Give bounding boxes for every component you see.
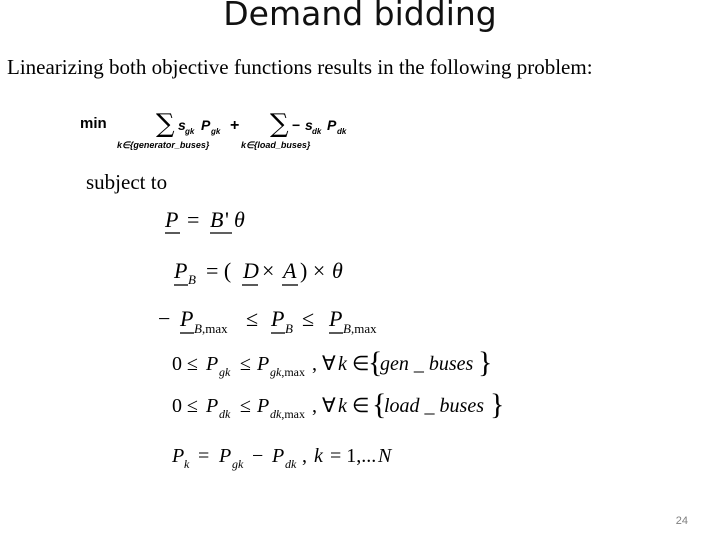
term-minus: − xyxy=(292,117,301,133)
svg-text:B: B xyxy=(210,207,224,232)
term-s-dk-sub: dk xyxy=(312,127,322,136)
term-s-gk-sub: gk xyxy=(185,127,195,136)
svg-text:P: P xyxy=(219,445,232,467)
svg-text:k: k xyxy=(338,353,347,375)
term-p-gk-sub: gk xyxy=(211,127,221,136)
svg-text:': ' xyxy=(225,207,229,232)
term-p-dk-sub: dk xyxy=(337,127,347,136)
svg-text:∈: ∈ xyxy=(352,395,370,417)
svg-text:0 ≤: 0 ≤ xyxy=(172,395,198,417)
svg-text:}: } xyxy=(490,388,505,421)
svg-text:,: , xyxy=(302,445,307,467)
svg-text:{: { xyxy=(372,388,387,421)
svg-text:B: B xyxy=(188,272,196,287)
svg-text:θ: θ xyxy=(234,207,245,232)
constraint-5 xyxy=(172,388,504,421)
sum-index-load: k∈{load_buses} xyxy=(241,140,311,150)
svg-text:{: { xyxy=(368,346,383,379)
svg-text:P: P xyxy=(206,395,219,417)
svg-text:) ×: ) × xyxy=(300,258,326,283)
sum-symbol-1: ∑ xyxy=(156,109,175,139)
constraint-6 xyxy=(171,445,393,471)
svg-text:dk: dk xyxy=(285,457,297,471)
min-operator: min xyxy=(80,115,107,132)
slide-title: Demand bidding xyxy=(223,0,497,33)
svg-text:dk: dk xyxy=(219,407,231,421)
constraint-4 xyxy=(172,346,492,379)
svg-text:P: P xyxy=(257,353,270,375)
svg-text:P: P xyxy=(272,445,285,467)
svg-text:, ∀: , ∀ xyxy=(312,353,336,375)
constraint-3 xyxy=(158,306,377,336)
svg-text:k: k xyxy=(184,457,190,471)
svg-text:= 1,...: = 1,... xyxy=(330,445,377,467)
svg-text:B,max: B,max xyxy=(343,321,377,336)
svg-text:, ∀: , ∀ xyxy=(312,395,336,417)
subject-to-label: subject to xyxy=(86,170,168,194)
constraint-1 xyxy=(164,207,245,233)
svg-text:B: B xyxy=(285,321,293,336)
svg-text:P: P xyxy=(329,306,343,331)
svg-text:P: P xyxy=(206,353,219,375)
sum-index-generator: k∈{generator_buses} xyxy=(117,140,210,150)
svg-text:dk,max: dk,max xyxy=(270,407,305,421)
constraint-2 xyxy=(173,258,343,287)
svg-text:A: A xyxy=(283,258,297,283)
svg-text:gk: gk xyxy=(232,457,244,471)
svg-text:P: P xyxy=(257,395,270,417)
svg-text:−: − xyxy=(158,306,171,331)
svg-text:−: − xyxy=(252,445,264,467)
svg-text:=: = xyxy=(187,207,200,232)
svg-text:≤: ≤ xyxy=(240,353,251,375)
svg-text:D: D xyxy=(243,258,259,283)
sum-symbol-2: ∑ xyxy=(270,109,289,139)
svg-text:k: k xyxy=(338,395,347,417)
svg-text:P: P xyxy=(180,306,194,331)
page-number: 24 xyxy=(675,515,688,527)
term-s-dk: s xyxy=(305,117,313,133)
plus-sign: + xyxy=(230,117,240,134)
svg-text:load _ buses: load _ buses xyxy=(384,395,484,417)
svg-text:B,max: B,max xyxy=(194,321,228,336)
svg-text:gk: gk xyxy=(219,365,231,379)
svg-text:×: × xyxy=(262,258,275,283)
term-p-dk: P xyxy=(327,117,337,133)
svg-text:≤: ≤ xyxy=(246,306,259,331)
svg-text:P: P xyxy=(271,306,285,331)
intro-text: Linearizing both objective functions results in the following problem: xyxy=(7,55,593,79)
svg-text:gen _ buses: gen _ buses xyxy=(380,353,474,375)
svg-text:= (: = ( xyxy=(206,258,232,283)
svg-text:θ: θ xyxy=(332,258,343,283)
svg-text:=: = xyxy=(198,445,210,467)
svg-text:k: k xyxy=(314,445,323,467)
term-s-gk: s xyxy=(178,117,186,133)
svg-text:∈: ∈ xyxy=(352,353,370,375)
svg-text:gk,max: gk,max xyxy=(270,365,305,379)
svg-text:P: P xyxy=(172,445,185,467)
svg-text:0 ≤: 0 ≤ xyxy=(172,353,198,375)
svg-text:P: P xyxy=(165,207,179,232)
svg-text:≤: ≤ xyxy=(240,395,251,417)
term-p-gk: P xyxy=(201,117,211,133)
svg-text:P: P xyxy=(174,258,188,283)
svg-text:}: } xyxy=(478,346,493,379)
svg-text:≤: ≤ xyxy=(302,306,315,331)
svg-text:N: N xyxy=(378,445,392,467)
